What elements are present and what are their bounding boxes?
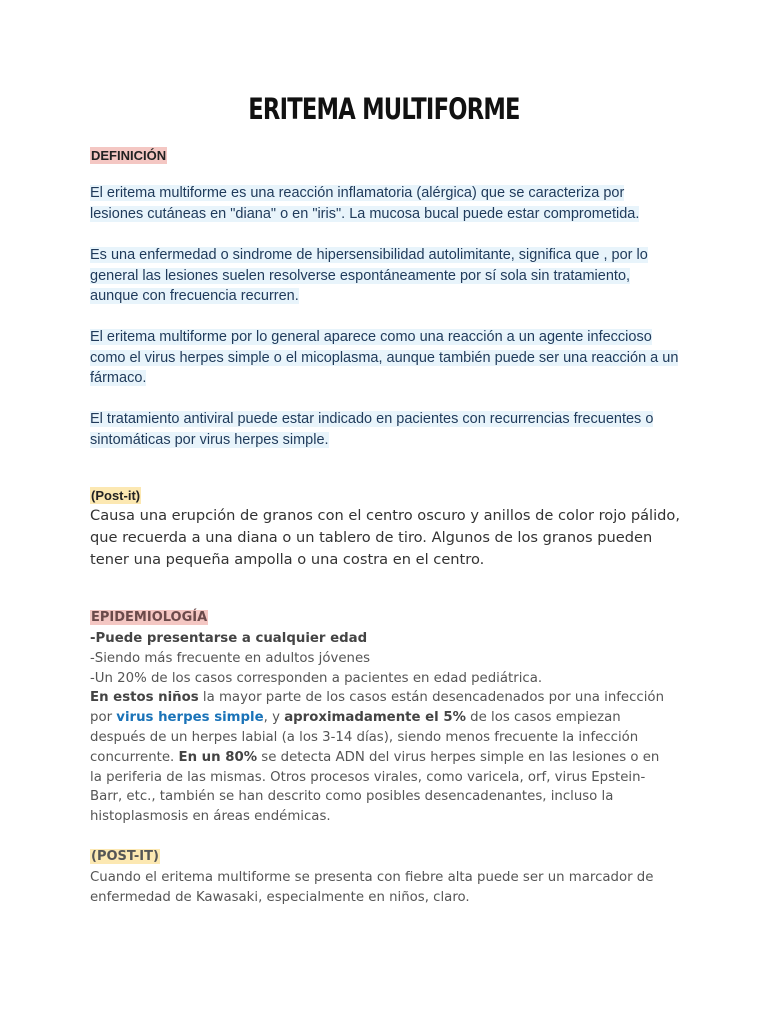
- epi-line-2: -Siendo más frecuente en adultos jóvenes: [90, 650, 371, 666]
- epi-text-4: se detecta ADN del virus herpes simple en las lesiones o en la periferia de las mismas. Otros procesos virales, como varicela, orf, virus Epstein-Barr, etc., también se han descrito como posibles desencadenantes, incluso la histoplasmosis en áreas endémicas.: [90, 749, 660, 825]
- postit-2-label: (POST-IT): [91, 849, 159, 864]
- epi-text-1: la mayor parte de los casos están desencadenados por una infección por: [90, 690, 664, 726]
- definicion-text-3: El eritema multiforme por lo general aparece como una reacción a un agente infeccioso como el virus herpes simple o el micoplasma, aunque también puede ser una reacción a un fármaco.: [90, 329, 679, 387]
- epi-bold-3: En un 80%: [178, 749, 258, 765]
- epi-text-2: , y: [263, 710, 285, 726]
- epi-bold-2: aproximadamente el 5%: [284, 710, 466, 726]
- epi-line-1: -Puede presentarse a cualquier edad: [90, 631, 368, 646]
- definicion-label: DEFINICIÓN: [91, 148, 167, 163]
- postit-2-text: Cuando el eritema multiforme se presenta con fiebre alta puede ser un marcador de enfermedad de Kawasaki, especialmente en niños, claro.: [90, 870, 654, 905]
- definicion-text-1: El eritema multiforme es una reacción inflamatoria (alérgica) que se caracteriza por lesiones cutáneas en "diana" o en "iris". La mucosa bucal puede estar comprometida.: [90, 185, 640, 222]
- epi-line-3: -Un 20% de los casos corresponden a pacientes en edad pediátrica.: [90, 670, 543, 686]
- definicion-paragraph-1: [90, 183, 680, 224]
- definicion-text-4: El tratamiento antiviral puede estar indicado en pacientes con recurrencias frecuentes o sintomáticas por virus herpes simple.: [90, 411, 654, 448]
- definicion-paragraph-4: [90, 409, 680, 450]
- page-title: ERITEMA MULTIFORME: [248, 92, 520, 126]
- definicion-paragraph-2: [90, 245, 680, 307]
- epidemiologia-body: [90, 629, 670, 827]
- epi-paragraph: [90, 688, 670, 827]
- epi-bold-1: En estos niños: [90, 690, 199, 706]
- definicion-text-2: Es una enfermedad o sindrome de hipersensibilidad autolimitante, significa que , por lo general las lesiones suelen resolverse espontáneamente por sí sola sin tratamiento, aunque con frecuencia recurren.: [90, 247, 648, 305]
- postit-1-label: (Post-it): [91, 488, 141, 503]
- definicion-paragraph-3: [90, 327, 680, 389]
- epidemiologia-label: EPIDEMIOLOGÍA: [91, 610, 208, 625]
- epi-blue-text: virus herpes simple: [116, 710, 264, 726]
- postit-1-text: Causa una erupción de granos con el centro oscuro y anillos de color rojo pálido, que recuerda a una diana o un tablero de tiro. Algunos de los granos pueden tener una pequeña ampolla o una costra en el centro.: [90, 507, 680, 568]
- epi-text-3: de los casos empiezan después de un herpes labial (a los 3-14 días), siendo menos frecuente la infección concurrente.: [90, 710, 639, 765]
